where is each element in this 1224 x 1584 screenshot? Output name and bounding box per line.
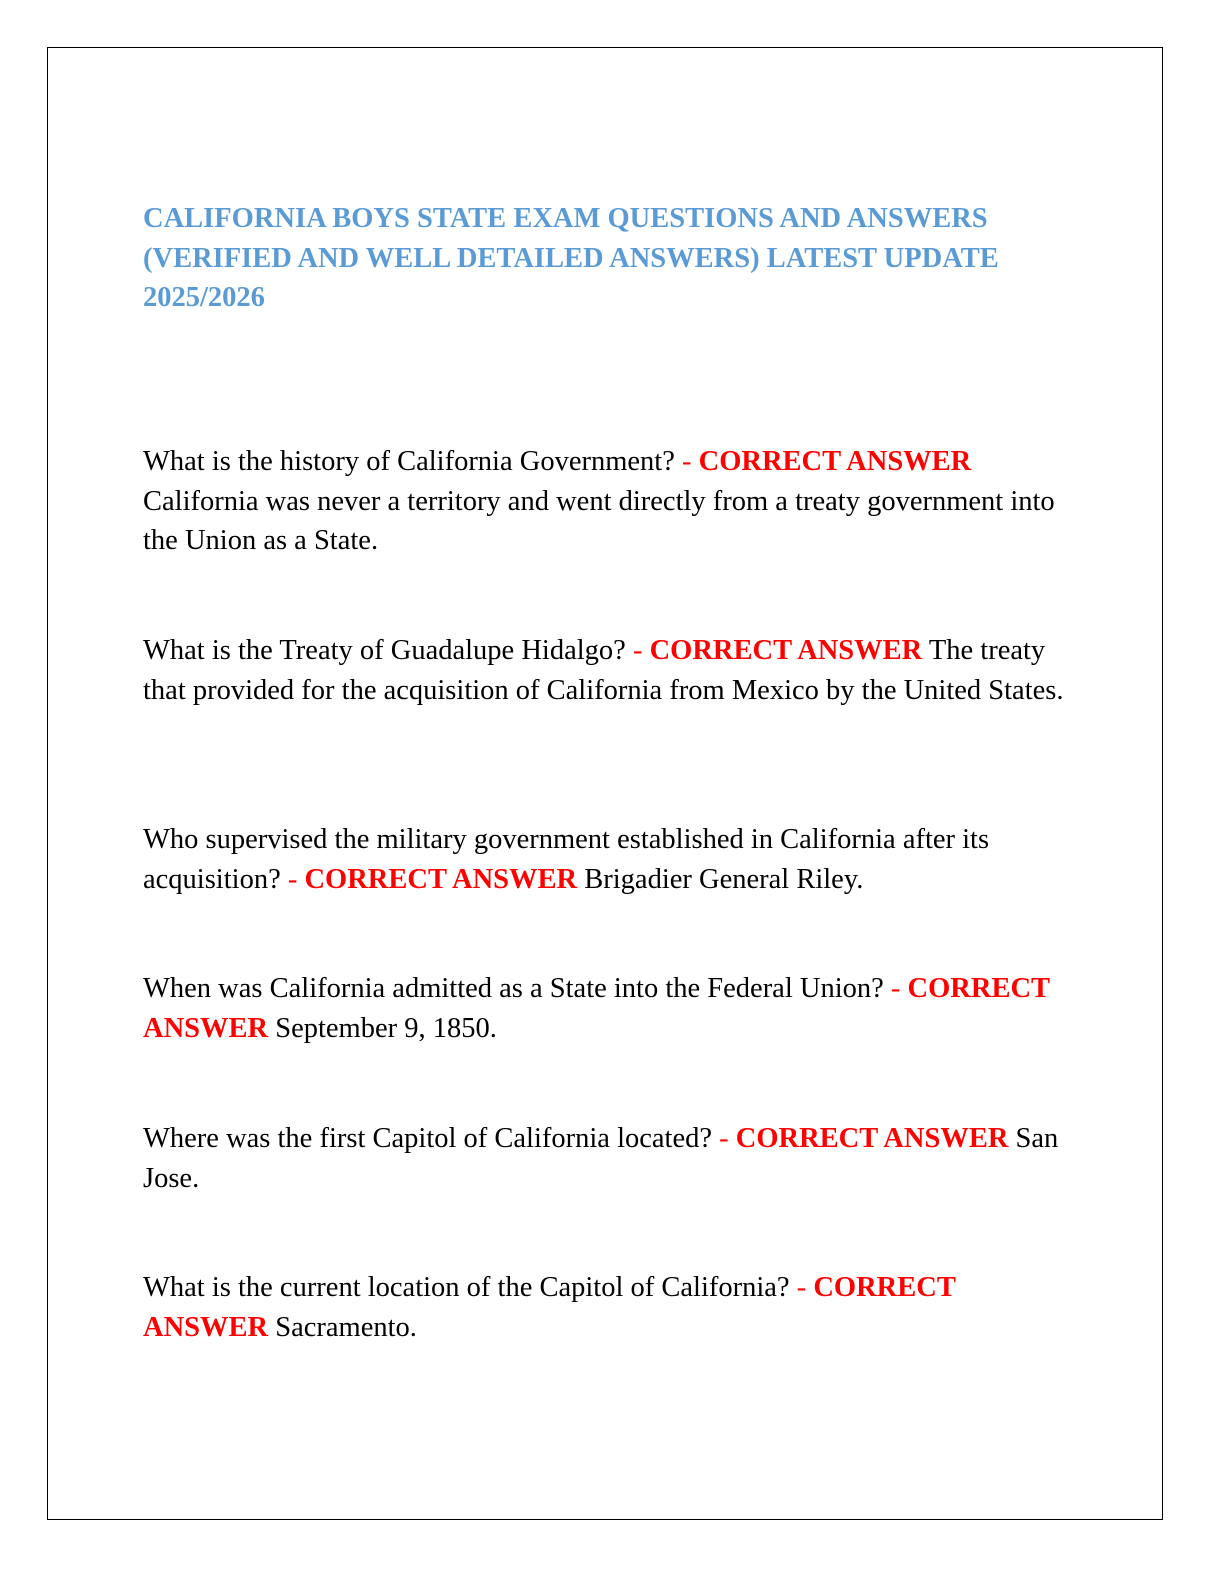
answer-text: Sacramento. [275, 1311, 417, 1343]
question-text: What is the history of California Government? [143, 446, 675, 477]
qa-item [143, 969, 1078, 1048]
question-text: What is the Treaty of Guadalupe Hidalgo? [143, 635, 626, 666]
question-text: Who supervised the military government established in California after its acquisition? [143, 824, 990, 895]
answer-text: September 9, 1850. [275, 1012, 497, 1044]
answer-text: California was never a territory and went directly from a treaty government into the Union as a State. [143, 485, 1055, 556]
question-text: Where was the first Capitol of California located? [143, 1123, 712, 1154]
answer-separator: - [890, 973, 901, 1004]
correct-answer-label: CORRECT ANSWER [304, 863, 578, 895]
correct-answer-label: CORRECT ANSWER [649, 635, 923, 666]
qa-item [143, 1268, 1078, 1347]
answer-separator: - [681, 446, 692, 477]
correct-answer-label: CORRECT ANSWER [143, 973, 1050, 1044]
answer-text: San Jose. [143, 1123, 1059, 1194]
correct-answer-label: CORRECT ANSWER [735, 1123, 1009, 1154]
qa-item [143, 631, 1078, 710]
correct-answer-label: CORRECT ANSWER [143, 1272, 956, 1343]
qa-item [143, 1119, 1078, 1198]
correct-answer-label: CORRECT ANSWER [698, 446, 972, 477]
question-text: What is the current location of the Capitol of California? [143, 1272, 790, 1303]
qa-item [143, 442, 1078, 561]
answer-separator: - [632, 635, 643, 666]
answer-separator: - [719, 1123, 729, 1154]
qa-item [143, 820, 1078, 899]
answer-separator: - [287, 863, 298, 895]
answer-text: The treaty that provided for the acquisition of California from Mexico by the United States. [143, 635, 1064, 706]
answer-separator: - [796, 1272, 807, 1303]
question-text: When was California admitted as a State into the Federal Union? [143, 973, 884, 1004]
answer-text: Brigadier General Riley. [584, 863, 864, 895]
document-title: CALIFORNIA BOYS STATE EXAM QUESTIONS AND ANSWERS (VERIFIED AND WELL DETAILED ANSWERS) LATEST UPDATE 2025/2026 [143, 203, 999, 313]
